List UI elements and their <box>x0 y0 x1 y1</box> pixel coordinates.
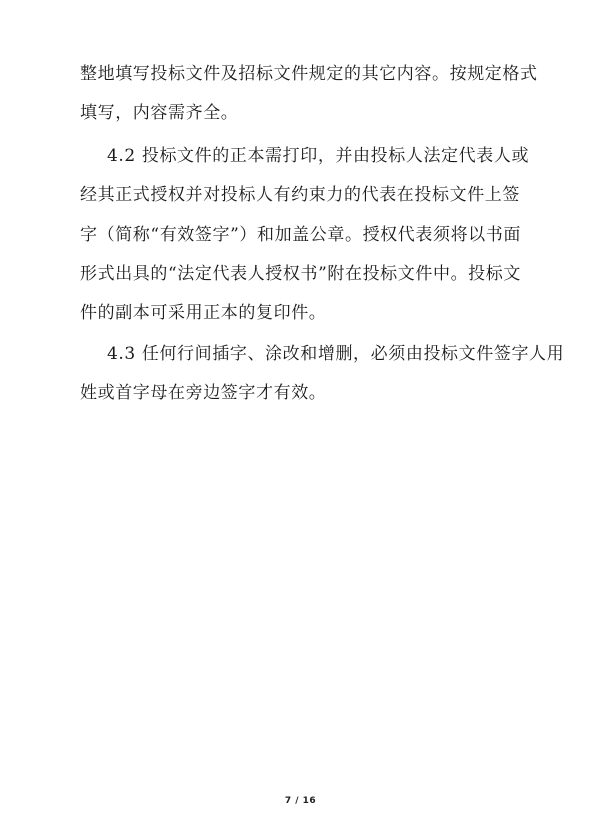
text-line: 姓或首字母在旁边签字才有效。 <box>80 383 327 403</box>
paragraph-4-3-start: 4.3 任何行间插字、涂改和增删，必须由投标文件签字人用 <box>107 344 565 364</box>
text-line: 填写，内容需齐全。 <box>80 103 239 123</box>
text-line: 件的副本可采用正本的复印件。 <box>80 303 327 323</box>
text-line: 形式出具的“法定代表人授权书”附在投标文件中。投标文 <box>80 264 521 284</box>
text-line: 字（简称“有效签字”）和加盖公章。授权代表须将以书面 <box>80 225 521 245</box>
paragraph-4-2-start: 4.2 投标文件的正本需打印，并由投标人法定代表人或 <box>107 146 530 166</box>
text-line: 整地填写投标文件及招标文件规定的其它内容。按规定格式 <box>80 64 538 84</box>
text-line: 经其正式授权并对投标人有约束力的代表在投标文件上签 <box>80 185 520 205</box>
page-number: 7 / 16 <box>284 796 317 806</box>
